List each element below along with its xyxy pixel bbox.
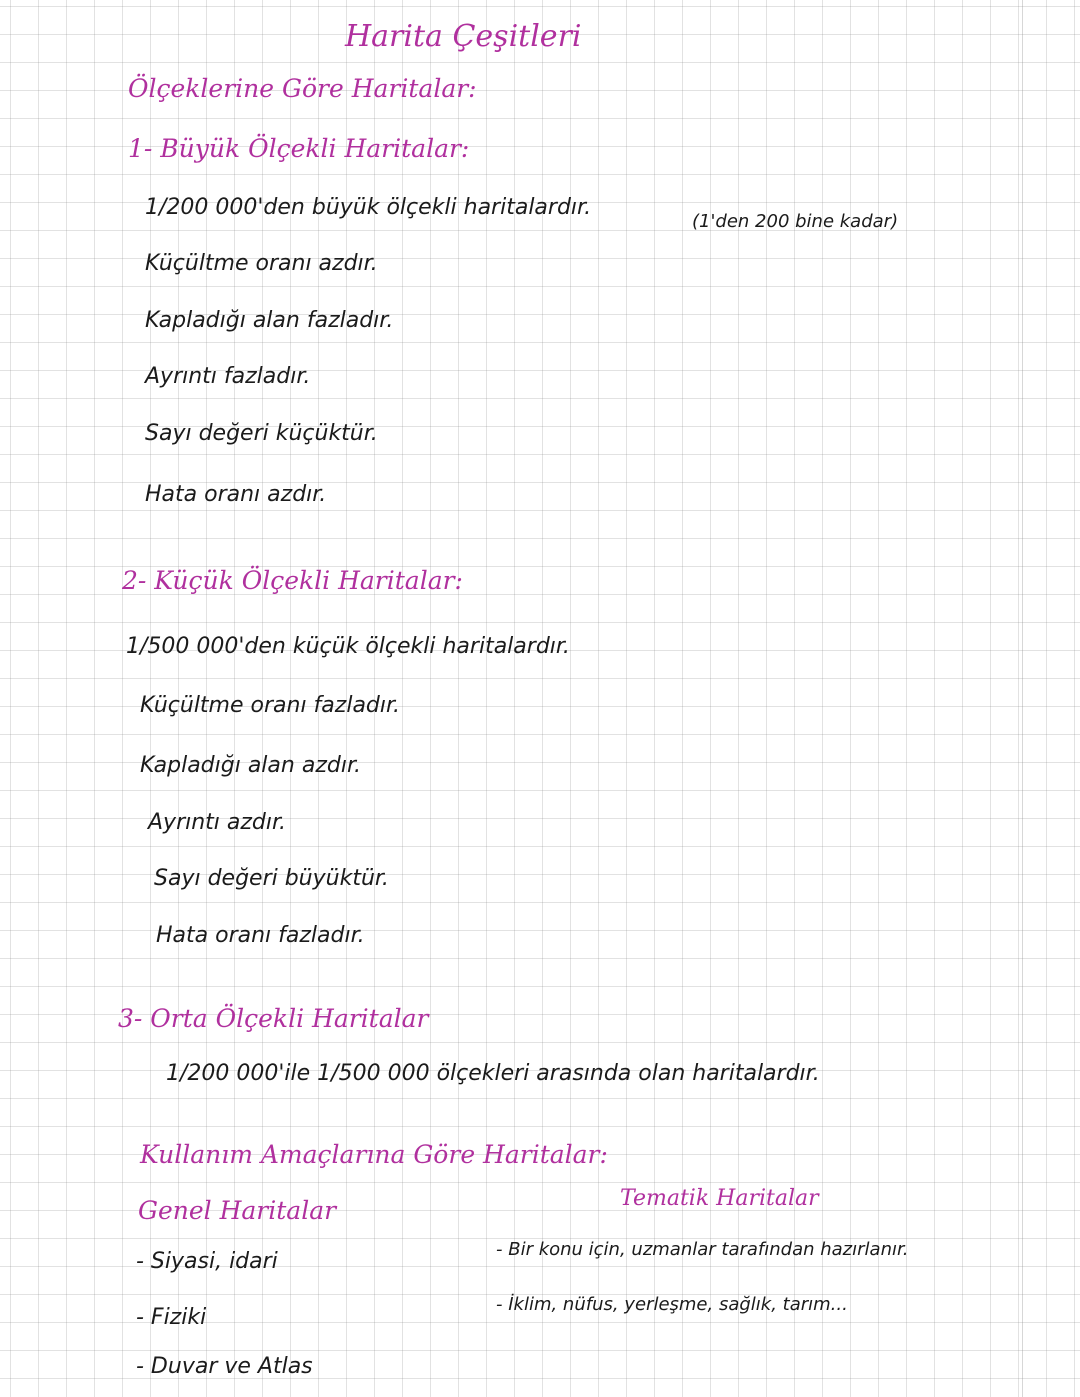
general-maps-item: - Siyasi, idari xyxy=(136,1249,278,1274)
medium-scale-line: 1/200 000'ile 1/500 000 ölçekleri arasında olan haritalardır. xyxy=(166,1061,820,1086)
large-scale-line: 1/200 000'den büyük ölçekli haritalardır. xyxy=(145,195,592,220)
small-scale-line: Küçültme oranı fazladır. xyxy=(140,693,401,718)
large-scale-line: Kapladığı alan fazladır. xyxy=(145,308,394,333)
small-scale-heading: 2- Küçük Ölçekli Haritalar: xyxy=(122,566,463,595)
small-scale-line: Hata oranı fazladır. xyxy=(156,923,365,948)
small-scale-line: Ayrıntı azdır. xyxy=(148,810,287,835)
large-scale-heading: 1- Büyük Ölçekli Haritalar: xyxy=(128,134,470,163)
large-scale-line: Hata oranı azdır. xyxy=(145,482,327,507)
thematic-maps-heading: Tematik Haritalar xyxy=(620,1186,819,1211)
large-scale-line: Ayrıntı fazladır. xyxy=(145,364,311,389)
small-scale-line: Sayı değeri büyüktür. xyxy=(154,866,389,891)
large-scale-note: (1'den 200 bine kadar) xyxy=(692,211,899,232)
general-maps-item: - Duvar ve Atlas xyxy=(136,1354,313,1379)
thematic-maps-item: - İklim, nüfus, yerleşme, sağlık, tarım... xyxy=(496,1294,848,1315)
general-maps-heading: Genel Haritalar xyxy=(138,1196,337,1225)
medium-scale-heading: 3- Orta Ölçekli Haritalar xyxy=(118,1004,429,1033)
section-purpose-heading: Kullanım Amaçlarına Göre Haritalar: xyxy=(140,1140,608,1169)
general-maps-item: - Fiziki xyxy=(136,1305,207,1330)
page-title: Harita Çeşitleri xyxy=(345,19,582,54)
notebook-margin-line xyxy=(1022,0,1023,1397)
section-scale-heading: Ölçeklerine Göre Haritalar: xyxy=(128,74,477,103)
small-scale-line: 1/500 000'den küçük ölçekli haritalardır. xyxy=(126,634,570,659)
large-scale-line: Sayı değeri küçüktür. xyxy=(145,421,378,446)
thematic-maps-item: - Bir konu için, uzmanlar tarafından hazırlanır. xyxy=(496,1239,909,1260)
large-scale-line: Küçültme oranı azdır. xyxy=(145,251,378,276)
small-scale-line: Kapladığı alan azdır. xyxy=(140,753,361,778)
